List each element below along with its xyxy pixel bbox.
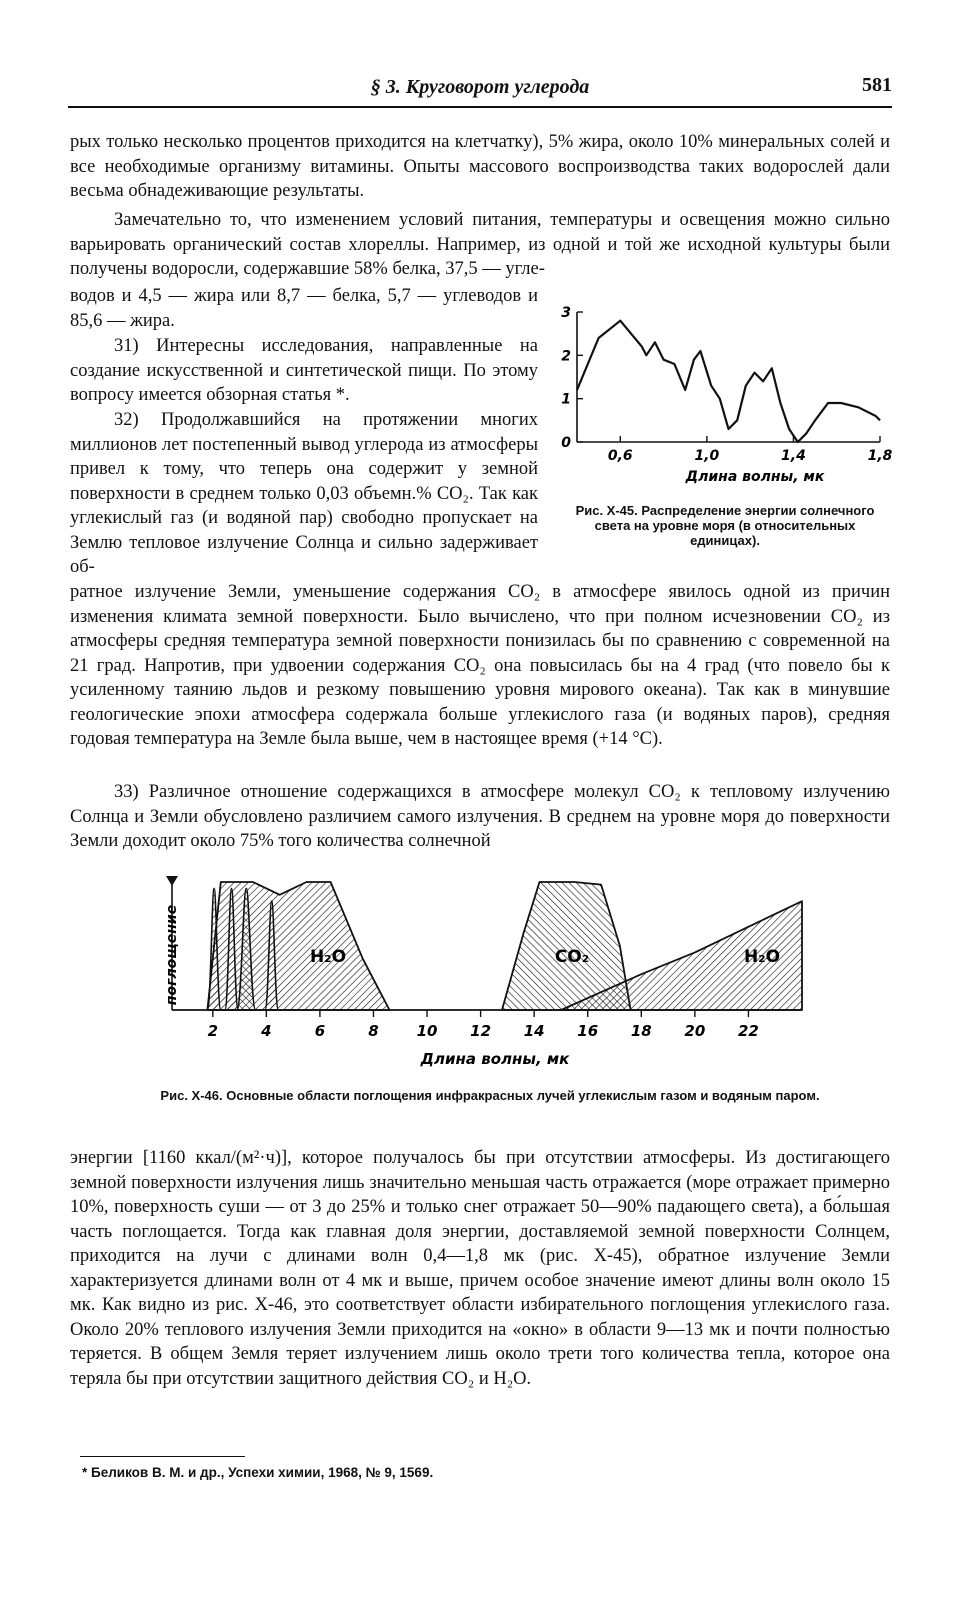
- band-label-h2o-right: H₂O: [743, 947, 781, 967]
- x-tick-label: 16: [577, 1022, 599, 1040]
- x-tick-label: 2: [207, 1022, 219, 1040]
- band-label-co2: CO₂: [554, 947, 590, 967]
- x-tick-label: 0,6: [607, 448, 633, 464]
- x-tick-label: 14: [523, 1022, 545, 1040]
- footnote: * Беликов В. М. и др., Успехи химии, 1968, № 9, 1569.: [82, 1465, 434, 1480]
- figure-x45-chart: [555, 298, 895, 488]
- figure-x46-xlabel: Длина волны, мк: [420, 1050, 570, 1068]
- paragraph-2: Замечательно то, что изменением условий питания, температуры и освещения можно сильно варьировать органический состав хлореллы. Например, из одной и той же исходной культуры были получены водоросли, содержавшие 58% белка, 37,5 — угле-: [70, 210, 890, 279]
- figure-x45-caption: Рис. X-45. Распределение энергии солнечного света на уровне моря (в относительных единицах).: [575, 503, 875, 548]
- y-tick-label: 3: [561, 305, 571, 321]
- paragraph-32: 32) Продолжавшийся на протяжении многих миллионов лет постепенный вывод углерода из атмосферы привел к тому, что теперь она содержит у земной поверхности в среднем только 0,03 объемн.% CO₂. Так как углекислый газ (и водяной пар) свободно пропускает на Землю тепловое излучение Солнца и сильно задерживает об-: [70, 410, 538, 577]
- x-tick-label: 1,8: [867, 448, 893, 464]
- footnote-rule: [80, 1456, 245, 1457]
- paragraph-32-continued: ратное излучение Земли, уменьшение содержания CO₂ в атмосфере явилось одной из причин изменения климата земной поверхности. Было вычислено, что при полном исчезновении CO₂ из атмосферы средняя температура земной поверхности понизилась бы по сравнению с современной на 21 град. Напротив, при удвоении содержания CO₂ она повысилась бы на 4 град (что повело бы к усиленному таянию льдов и резкому повышению уровня мирового океана). Так как в минувшие геологические эпохи атмосфера содержала больше углекислого газа (и водяных паров), средняя годовая температура на Земле была выше, чем в настоящее время (+14 °C).: [70, 582, 890, 749]
- band-label-h2o-left: H₂O: [309, 947, 347, 967]
- figure-x45-xlabel: Длина волны, мк: [685, 469, 825, 485]
- h2o-absorption-band: [207, 882, 389, 1010]
- x-tick-label: 22: [737, 1022, 759, 1040]
- paragraph-33: 33) Различное отношение содержащихся в атмосфере молекул CO₂ к тепловому излучению Солнца и Земли обусловлено различием самого излучения. В среднем на уровне моря до поверхности Земли доходит около 75% того количества солнечной: [70, 782, 890, 851]
- figure-x45-axes: [577, 312, 880, 442]
- paragraph-2-continued: водов и 4,5 — жира или 8,7 — белка, 5,7 — углеводов и 85,6 — жира.: [70, 286, 538, 331]
- running-header: [68, 70, 892, 108]
- section-title: § 3. Круговорот углерода: [370, 76, 590, 98]
- paragraph-energy: энергии [1160 ккал/(м²·ч)], которое получалось бы при отсутствии атмосферы. Из достигающего земной поверхности излучения лишь значительно меньшая часть отражается (море отражает примерно 10%, поверхность суши — от 3 до 25% и только снег отражает 50—90% падающего света), а бо́льшая часть поглощается. Тогда как главная доля энергии, доставляемой земной поверхности Солнцем, приходится на лучи с длинами волн 0,4—1,8 мк (рис. X-45), обратное излучение Земли характеризуется длинами волн от 4 мк и выше, причем особое значение имеют длины волн около 15 мк. Как видно из рис. X-46, это соответствует области избирательного поглощения углекислого газа. Около 20% теплового излучения Земли приходится на «окно» в области 9—13 мк и почти полностью теряется. В общем Земля теряет излучением лишь около трети того количества тепла, которое она теряла бы при отсутствии защитного действия CO₂ и H₂O.: [70, 1148, 890, 1389]
- figure-x46-caption: Рис. X-46. Основные области поглощения инфракрасных лучей углекислым газом и водяным паром.: [160, 1088, 820, 1103]
- y-axis-arrow: [166, 876, 178, 886]
- x-tick-label: 8: [368, 1022, 379, 1040]
- x-tick-label: 10: [416, 1022, 438, 1040]
- y-tick-label: 1: [561, 391, 571, 408]
- y-tick-label: 2: [561, 348, 571, 365]
- figure-x46-chart: [150, 860, 810, 1075]
- figure-x46-ylabel: поглощение: [164, 904, 180, 1006]
- page-number: 581: [862, 74, 892, 96]
- x-tick-label: 18: [630, 1022, 652, 1040]
- x-tick-label: 12: [470, 1022, 492, 1040]
- x-tick-label: 20: [684, 1022, 706, 1040]
- x-tick-label: 1,0: [694, 448, 720, 464]
- absorption-bands: [207, 882, 802, 1010]
- x-tick-label: 4: [261, 1022, 272, 1040]
- paragraph-1: рых только несколько процентов приходится на клетчатку), 5% жира, около 10% минеральных солей и все необходимые организму витамины. Опыты массового воспроизводства таких водорослей дали весьма обнадеживающие результаты.: [70, 132, 890, 201]
- paragraph-31: 31) Интересны исследования, направленные на создание искусственной и синтетической пищи. По этому вопросу имеется обзорная статья *.: [70, 336, 538, 405]
- x-tick-label: 1,4: [781, 448, 806, 464]
- x-tick-label: 6: [314, 1022, 326, 1040]
- solar-energy-curve: [577, 321, 880, 442]
- y-tick-label: 0: [561, 435, 571, 451]
- figure-x46-ticks: [208, 1010, 759, 1040]
